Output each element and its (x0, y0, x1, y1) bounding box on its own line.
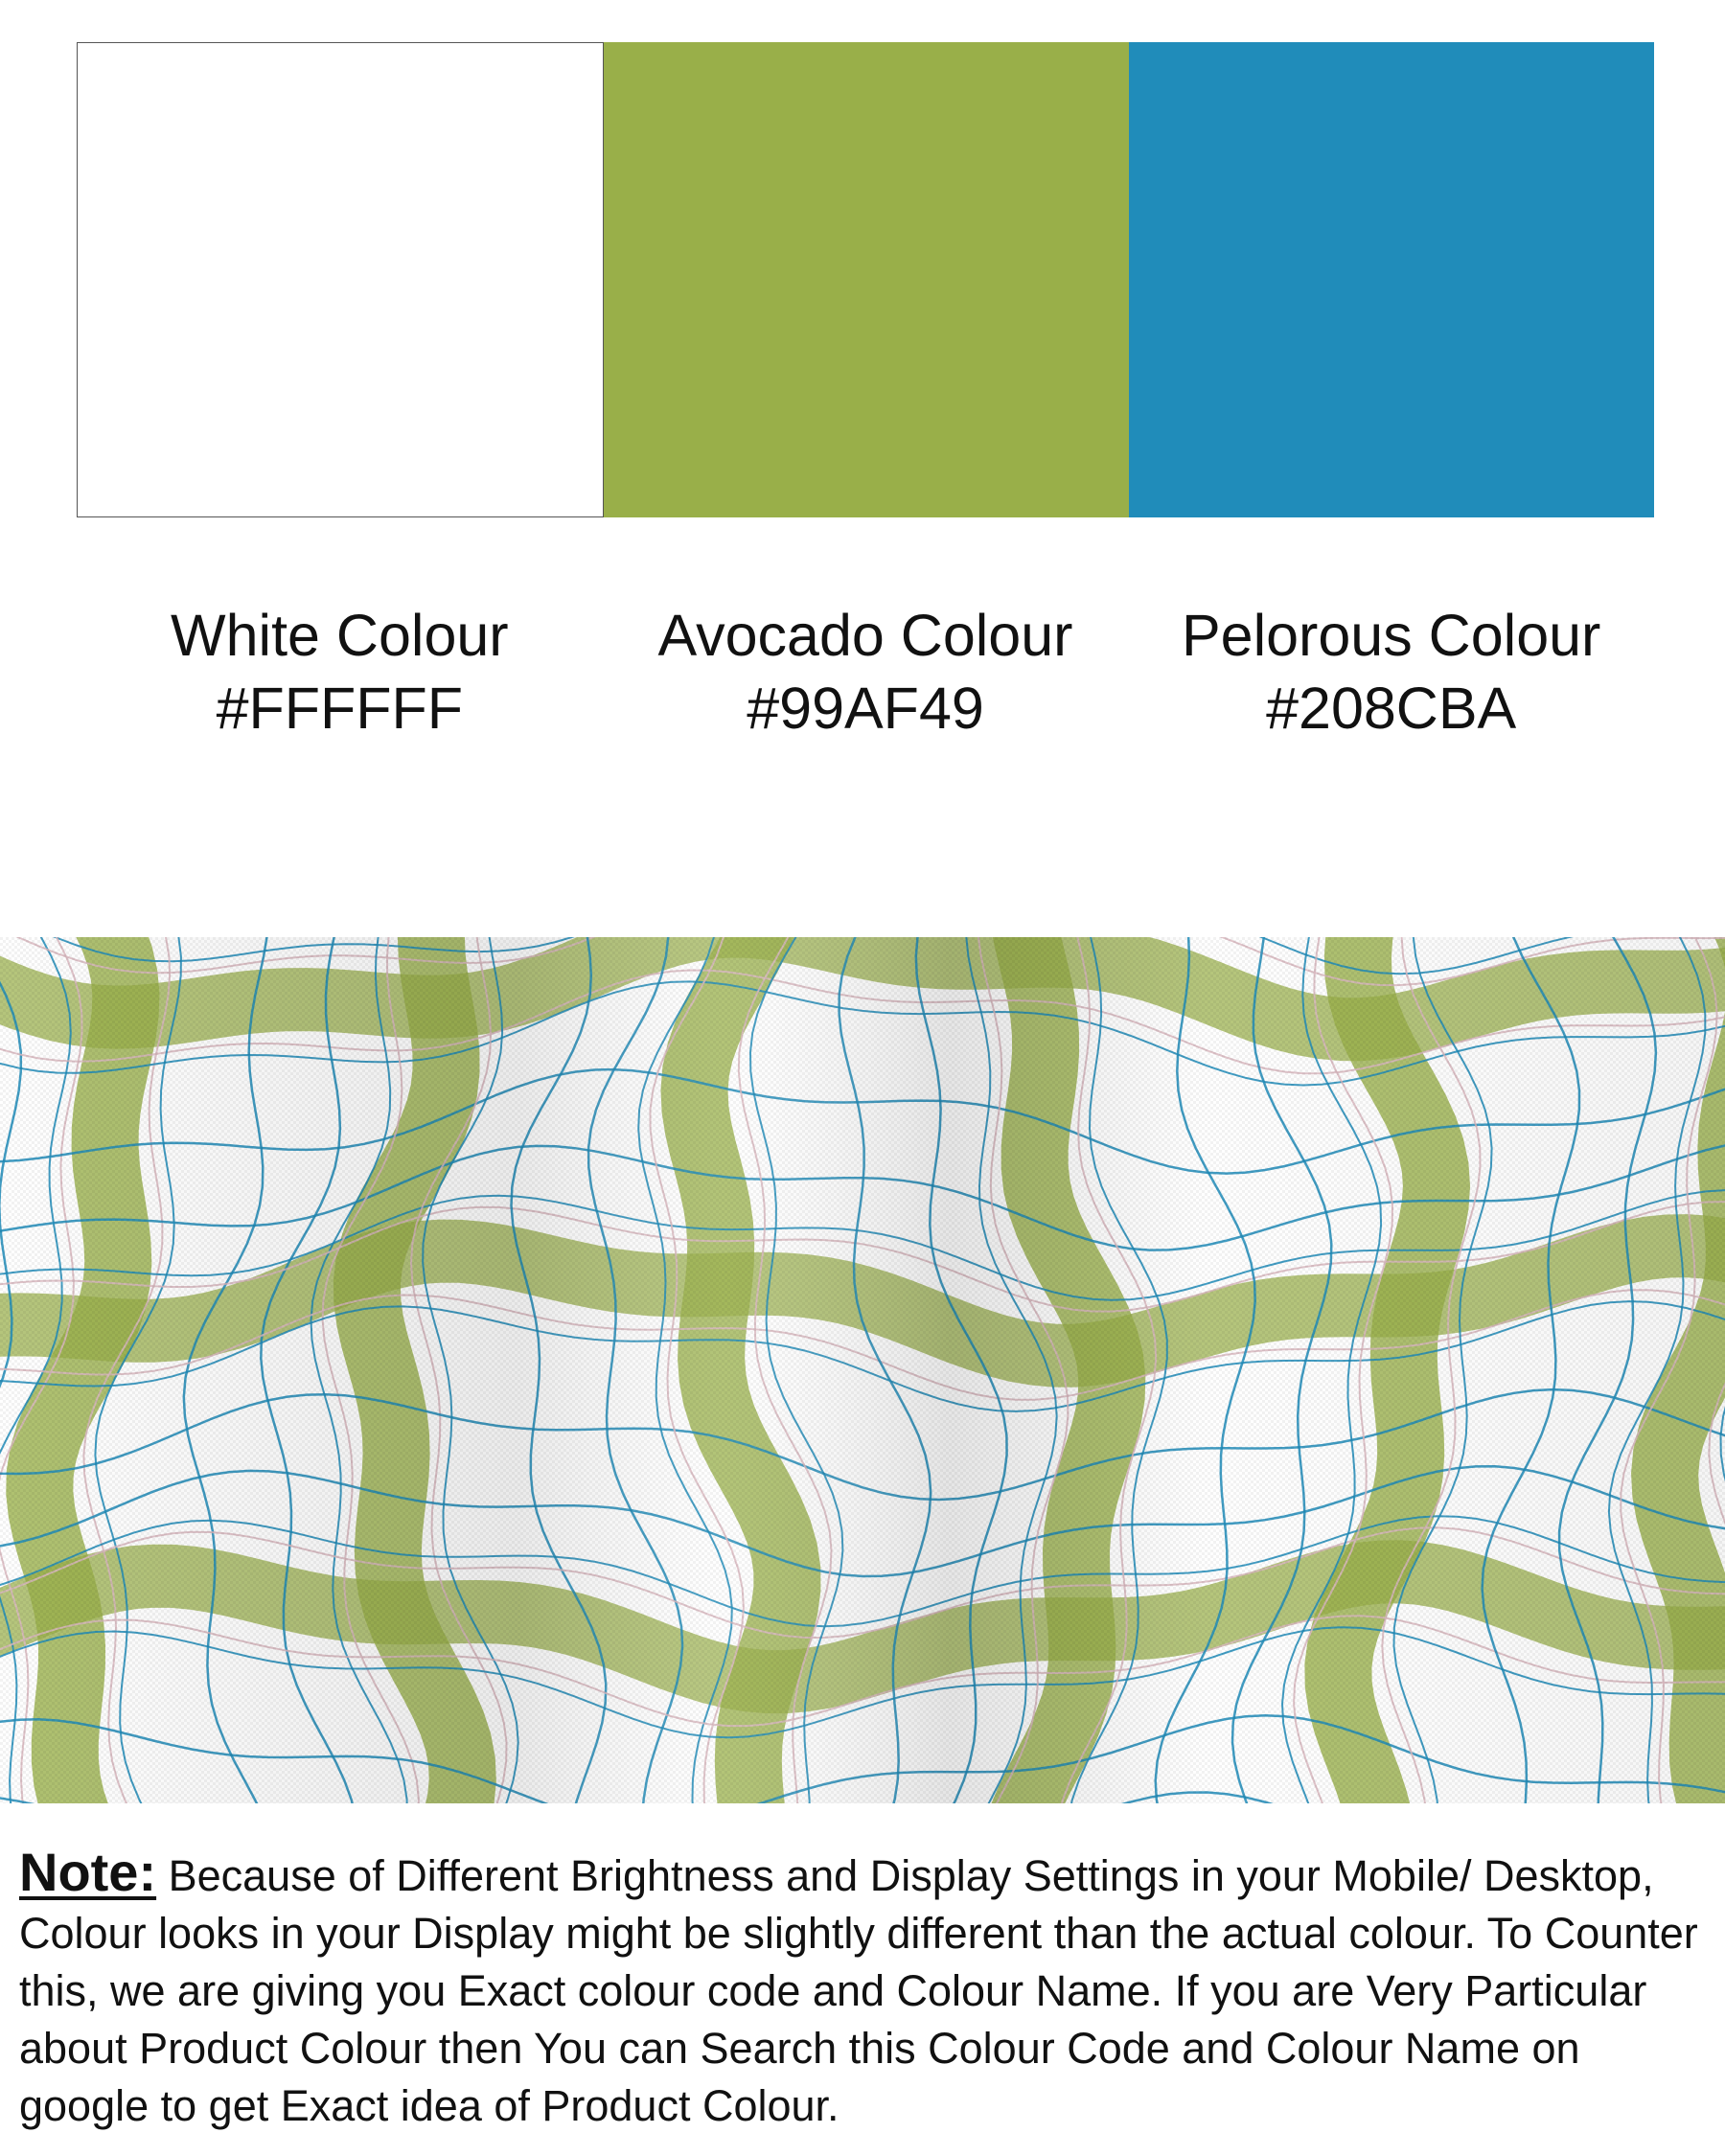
colour-name: Avocado Colour (657, 603, 1073, 668)
fabric-photo (0, 937, 1725, 1803)
white-colour-label (77, 599, 603, 745)
colour-code: #208CBA (1266, 676, 1517, 741)
note-label: Note: (19, 1842, 157, 1902)
avocado-colour-swatch (604, 42, 1129, 517)
white-colour-swatch (77, 42, 604, 517)
colour-labels (77, 599, 1654, 745)
colour-swatch-strip (77, 42, 1654, 517)
pelorous-colour-swatch (1129, 42, 1654, 517)
note-text: Because of Different Brightness and Display Settings in your Mobile/ Desktop, Colour looks in your Display might be slightly different than the actual colour. To Counter this, we are giving you Exact colour code and Colour Name. If you are Very Particular about Product Colour then You can Search this Colour Code and Colour Name on google to get Exact idea of Product Colour. (19, 1851, 1698, 2130)
colour-code: #99AF49 (747, 676, 984, 741)
colour-disclaimer-note (19, 1844, 1715, 2135)
colour-code: #FFFFFF (216, 676, 464, 741)
plaid-fabric-image (0, 937, 1725, 1803)
avocado-colour-label (603, 599, 1129, 745)
colour-name: White Colour (171, 603, 509, 668)
colour-name: Pelorous Colour (1181, 603, 1601, 668)
fabric-fold-shading (0, 937, 1725, 1803)
pelorous-colour-label (1128, 599, 1654, 745)
